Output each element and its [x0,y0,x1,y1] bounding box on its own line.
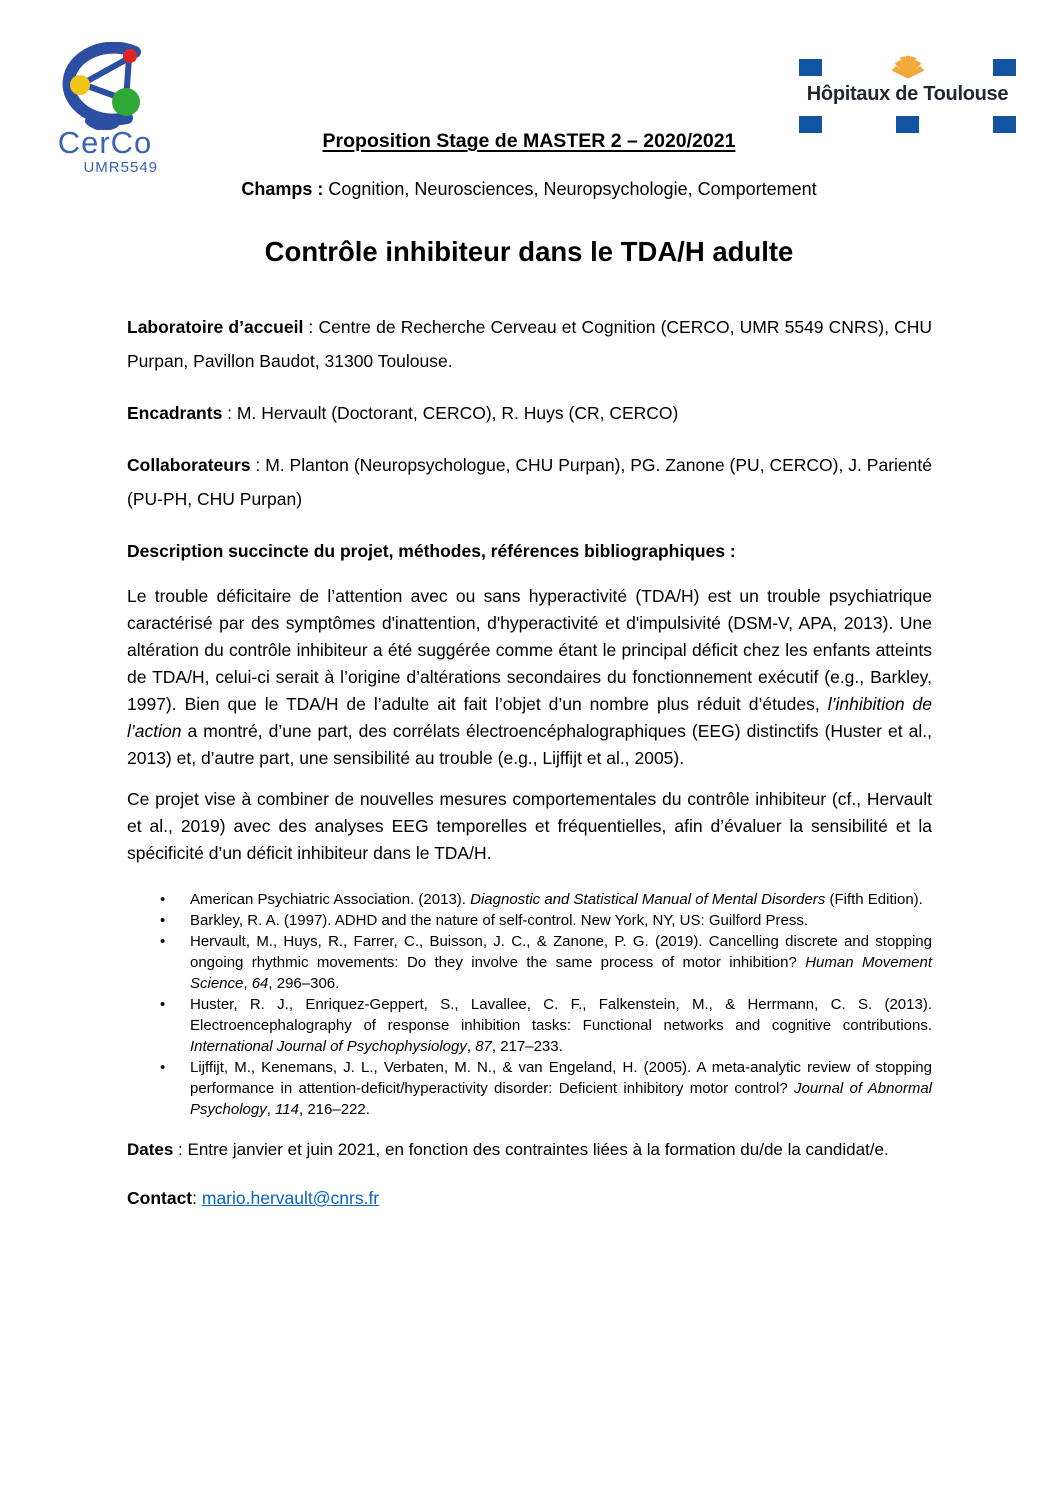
info-encadrants: Encadrants : M. Hervault (Doctorant, CERCO), R. Huys (CR, CERCO) [127,403,679,423]
contact-line [127,1188,932,1209]
reference-text: Huster, R. J., Enriquez-Geppert, S., Lavallee, C. F., Falkenstein, M., & Herrmann, C. S. (2013). Electroencephalography of response inhibition tasks: Functional networks and cognitive contributions. International Journal of Psychophysiology, 87, 217–233. [190,996,932,1055]
cerco-unit-label: UMR5549 [83,159,158,176]
blue-square [896,116,919,133]
blue-square [799,59,822,76]
references-list [127,889,932,1120]
description-heading: Description succincte du projet, méthodes, références bibliographiques : [127,541,736,561]
blue-square [799,116,822,133]
bullet-icon: • [160,996,166,1013]
cerco-wordmark: CerCo [57,125,153,160]
cerco-brain-icon [49,42,161,130]
reference-item [160,1057,933,1120]
reference-item [160,994,932,1057]
cerco-logo [46,42,164,176]
reference-item [160,910,932,931]
hopitaux-logo-title: Hôpitaux de Toulouse [806,83,1009,105]
reference-item [160,931,932,994]
hopitaux-toulouse-logo [799,58,1016,133]
contact-label: Contact [127,1188,193,1208]
reference-text: Barkley, R. A. (1997). ADHD and the nature of self-control. New York, NY, US: Guilford Press. [190,912,809,929]
document-body [127,310,932,1209]
info-laboratoire: Laboratoire d’accueil : Centre de Recherche Cerveau et Cognition (CERCO, UMR 5549 CNRS), CHU Purpan, Pavillon Baudot, 31300 Toulouse. [127,317,932,371]
dates-line: Dates : Entre janvier et juin 2021, en fonction des contraintes liées à la formation du/de la candidat/e. [127,1140,889,1159]
reference-text: American Psychiatric Association. (2013). Diagnostic and Statistical Manual of Mental Disorders (Fifth Edition). [190,891,923,908]
description-paragraph-2: Ce projet vise à combiner de nouvelles mesures comportementales du contrôle inhibiteur (cf., Hervault et al., 2019) avec des analyses EEG temporelles et fréquentielles, afin d’évaluer la sensibilité et la spécificité d’un déficit inhibiteur dans le TDA/H. [127,789,932,863]
reference-text: Lijffijt, M., Kenemans, J. L., Verbaten, M. N., & van Engeland, H. (2005). A meta-analytic review of stopping performance in attention-deficit/hyperactivity disorder: Deficient inhibitory motor control? Journal of Abnormal Psychology, 114, 216–222. [190,1059,933,1118]
reference-item [160,889,932,910]
contact-separator: : [192,1188,202,1208]
blue-square [993,59,1016,76]
contact-email-link[interactable]: mario.hervault@cnrs.fr [201,1188,380,1208]
hopitaux-logo-top-row [799,58,1016,76]
proposition-title: Proposition Stage de MASTER 2 – 2020/2021 [322,130,736,152]
blue-square [993,116,1016,133]
description-paragraph-1: Le trouble déficitaire de l’attention avec ou sans hyperactivité (TDA/H) est un trouble psychiatrique caractérisé par des symptômes d'inattention, d'hyperactivité et d'impulsivité (DSM-V, APA, 2013). Une altération du contrôle inhibiteur a été suggérée comme étant le principal déficit chez les enfants atteints de TDA/H, celui-ci serait à l’origine d’altérations secondaires du fonctionnement exécutif (e.g., Barkley, 1997). Bien que le TDA/H de l’adulte ait fait l’objet d’un nombre plus réduit d’études, l’inhibition de l’action a montré, d’une part, des corrélats électroencéphalographiques (EEG) distinctifs (Huster et al., 2013) et, d’autre part, une sensibilité au trouble (e.g., Lijffijt et al., 2005). [127,586,932,768]
reference-text: Hervault, M., Huys, R., Farrer, C., Buisson, J. C., & Zanone, P. G. (2019). Cancelling discrete and stopping ongoing rhythmic movements: Do they involve the same process of motor inhibition? Human Movement Science, 64, 296–306. [190,933,932,992]
bullet-icon: • [160,1059,166,1076]
hopitaux-logo-bottom-row [799,115,1016,133]
champs-line: Champs : Cognition, Neurosciences, Neuropsychologie, Comportement [241,179,817,199]
bullet-icon: • [160,891,166,908]
info-collaborateurs: Collaborateurs : M. Planton (Neuropsychologue, CHU Purpan), PG. Zanone (PU, CERCO), J. Parienté (PU-PH, CHU Purpan) [127,455,932,509]
main-title: Contrôle inhibiteur dans le TDA/H adulte [264,236,794,267]
bullet-icon: • [160,933,166,950]
shell-icon [892,55,924,79]
bullet-icon: • [160,912,166,929]
